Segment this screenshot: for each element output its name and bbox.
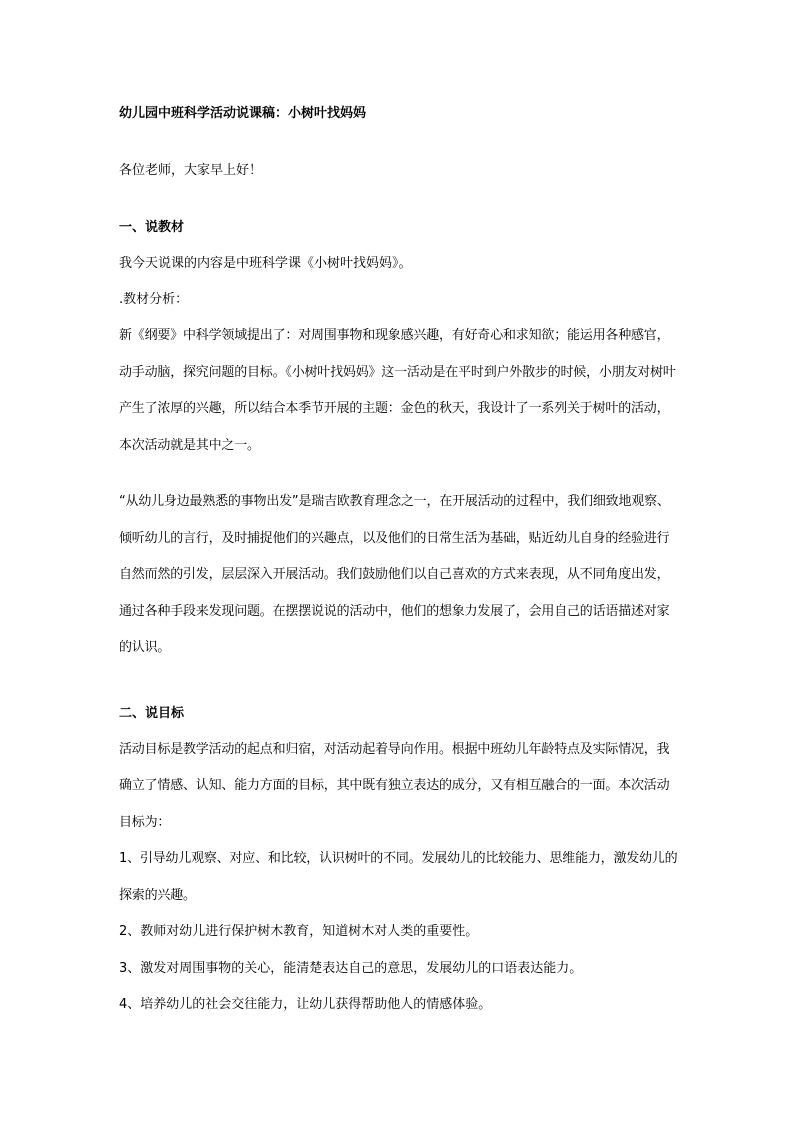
section-heading-goals: 二、说目标 — [119, 705, 185, 721]
goal-item-2: 2、教师对幼儿进行保护树木教育，知道树木对人类的重要性。 — [119, 924, 479, 939]
goals-paragraph: 活动目标是教学活动的起点和归宿，对活动起着导向作用。根据中班幼儿年龄特点及实际情况，我确立了情感、认知、能力方面的目标，其中既有独立表达的成分，又有相互融合的一面。本次活动目标为： — [119, 741, 670, 830]
goal-item-3: 3、激发对周围事物的关心，能清楚表达自己的意思，发展幼儿的口语表达能力。 — [119, 960, 583, 976]
document-title: 幼儿园中班科学活动说课稿：小树叶找妈妈 — [119, 106, 367, 121]
materials-analysis-label: .教材分析： — [119, 292, 189, 307]
goal-item-4: 4、培养幼儿的社会交往能力，让幼儿获得帮助他人的情感体验。 — [119, 997, 492, 1012]
greeting: 各位老师，大家早上好！ — [119, 163, 263, 178]
document-body — [119, 104, 679, 1024]
goal-item-1: 1、引导幼儿观察、对应、和比较，认识树叶的不同。发展幼儿的比较能力、思维能力，激发幼儿的探索的兴趣。 — [119, 851, 678, 903]
materials-intro: 我今天说课的内容是中班科学课《小树叶找妈妈》。 — [119, 256, 412, 271]
materials-paragraph-2: “从幼儿身边最熟悉的事物出发”是瑞吉欧教育理念之一，在开展活动的过程中，我们细致地观察、倾听幼儿的言行，及时捕捉他们的兴趣点，以及他们的日常生活为基础，贴近幼儿自身的经验进行自然而然的引发，层层深入开展活动。我们鼓励他们以自己喜欢的方式来表现，从不同角度出发，通过各种手段来发现问题。在摆摆说说的活动中，他们的想象力发展了，会用自己的话语描述对家的认识。 — [119, 494, 670, 655]
goals-list — [119, 841, 679, 1024]
section-heading-materials: 一、说教材 — [119, 220, 185, 235]
materials-paragraph-1: 新《纲要》中科学领域提出了：对周围事物和现象感兴趣，有好奇心和求知欲；能运用各种感官，动手动脑，探究问题的目标。《小树叶找妈妈》这一活动是在平时到户外散步的时候，小朋友对树叶产生了浓厚的兴趣，所以结合本季节开展的主题：金色的秋天，我设计了一系列关于树叶的活动，本次活动就是其中之一。 — [119, 328, 676, 453]
